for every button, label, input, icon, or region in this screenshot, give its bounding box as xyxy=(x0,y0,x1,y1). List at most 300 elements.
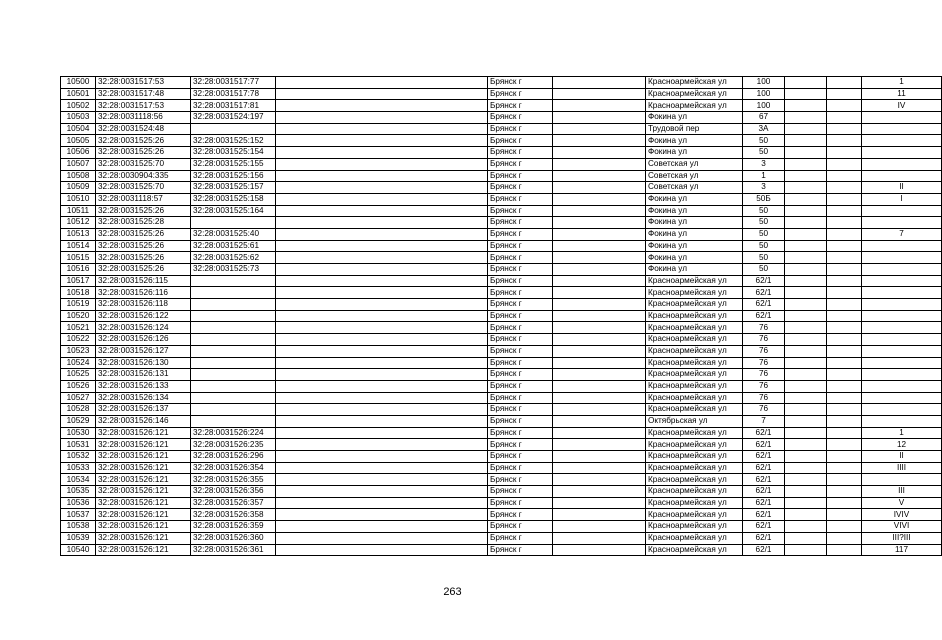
cell-blank xyxy=(553,147,646,159)
cell-cadastral-number: 32:28:0031525:26 xyxy=(96,252,191,264)
cell-object-cadastral xyxy=(191,287,276,299)
cell-blank xyxy=(827,345,862,357)
cell-object-cadastral xyxy=(191,345,276,357)
cell-house-number: 62/1 xyxy=(743,497,785,509)
cell-apartment: VIVI xyxy=(862,521,942,533)
cell-blank xyxy=(276,275,488,287)
cell-record-number: 10509 xyxy=(61,182,96,194)
cell-record-number: 10523 xyxy=(61,345,96,357)
cell-street: Красноармейская ул xyxy=(646,275,743,287)
cell-object-cadastral: 32:28:0031525:155 xyxy=(191,158,276,170)
cell-blank xyxy=(785,404,827,416)
cell-record-number: 10507 xyxy=(61,158,96,170)
cell-apartment xyxy=(862,380,942,392)
cell-blank xyxy=(553,240,646,252)
cell-cadastral-number: 32:28:0031525:26 xyxy=(96,264,191,276)
cell-city: Брянск г xyxy=(488,404,553,416)
cell-record-number: 10515 xyxy=(61,252,96,264)
registry-table xyxy=(60,76,942,556)
cell-house-number: 62/1 xyxy=(743,486,785,498)
cell-blank xyxy=(553,369,646,381)
cell-house-number: 50 xyxy=(743,240,785,252)
cell-blank xyxy=(785,509,827,521)
cell-record-number: 10540 xyxy=(61,544,96,556)
cell-house-number: 67 xyxy=(743,112,785,124)
table-row xyxy=(61,299,942,311)
cell-city: Брянск г xyxy=(488,217,553,229)
cell-city: Брянск г xyxy=(488,264,553,276)
cell-record-number: 10538 xyxy=(61,521,96,533)
cell-house-number: 62/1 xyxy=(743,462,785,474)
cell-house-number: 76 xyxy=(743,392,785,404)
cell-cadastral-number: 32:28:0031526:121 xyxy=(96,509,191,521)
cell-house-number: 50 xyxy=(743,205,785,217)
cell-blank xyxy=(827,287,862,299)
cell-blank xyxy=(827,544,862,556)
table-row xyxy=(61,521,942,533)
cell-blank xyxy=(827,77,862,89)
table-row xyxy=(61,264,942,276)
table-row xyxy=(61,310,942,322)
cell-cadastral-number: 32:28:0031526:131 xyxy=(96,369,191,381)
cell-house-number: 100 xyxy=(743,100,785,112)
cell-blank xyxy=(785,544,827,556)
cell-apartment xyxy=(862,135,942,147)
cell-cadastral-number: 32:28:0031526:133 xyxy=(96,380,191,392)
cell-blank xyxy=(553,345,646,357)
cell-blank xyxy=(276,112,488,124)
cell-record-number: 10539 xyxy=(61,532,96,544)
cell-blank xyxy=(276,474,488,486)
cell-cadastral-number: 32:28:0031526:121 xyxy=(96,427,191,439)
cell-blank xyxy=(827,182,862,194)
cell-blank xyxy=(785,275,827,287)
cell-city: Брянск г xyxy=(488,147,553,159)
cell-house-number: 62/1 xyxy=(743,474,785,486)
cell-blank xyxy=(553,497,646,509)
cell-street: Фокина ул xyxy=(646,193,743,205)
cell-cadastral-number: 32:28:0031526:130 xyxy=(96,357,191,369)
cell-apartment xyxy=(862,415,942,427)
cell-blank xyxy=(553,88,646,100)
cell-object-cadastral: 32:28:0031525:154 xyxy=(191,147,276,159)
cell-blank xyxy=(276,264,488,276)
cell-blank xyxy=(553,123,646,135)
cell-blank xyxy=(785,310,827,322)
cell-object-cadastral: 32:28:0031525:62 xyxy=(191,252,276,264)
cell-record-number: 10517 xyxy=(61,275,96,287)
cell-blank xyxy=(276,217,488,229)
table-row xyxy=(61,112,942,124)
cell-blank xyxy=(785,427,827,439)
cell-cadastral-number: 32:28:0031526:121 xyxy=(96,486,191,498)
cell-blank xyxy=(827,252,862,264)
cell-object-cadastral xyxy=(191,415,276,427)
cell-cadastral-number: 32:28:0031525:70 xyxy=(96,158,191,170)
cell-blank xyxy=(785,123,827,135)
cell-house-number: 62/1 xyxy=(743,544,785,556)
cell-record-number: 10528 xyxy=(61,404,96,416)
cell-apartment xyxy=(862,310,942,322)
cell-cadastral-number: 32:28:0031524:48 xyxy=(96,123,191,135)
cell-city: Брянск г xyxy=(488,380,553,392)
cell-house-number: 76 xyxy=(743,369,785,381)
cell-object-cadastral: 32:28:0031526:358 xyxy=(191,509,276,521)
cell-blank xyxy=(827,228,862,240)
cell-blank xyxy=(785,135,827,147)
cell-apartment xyxy=(862,112,942,124)
cell-street: Красноармейская ул xyxy=(646,486,743,498)
cell-city: Брянск г xyxy=(488,310,553,322)
cell-apartment: II xyxy=(862,182,942,194)
cell-object-cadastral: 32:28:0031517:78 xyxy=(191,88,276,100)
cell-city: Брянск г xyxy=(488,88,553,100)
cell-record-number: 10537 xyxy=(61,509,96,521)
cell-apartment: II xyxy=(862,451,942,463)
table-row xyxy=(61,427,942,439)
cell-blank xyxy=(276,252,488,264)
cell-blank xyxy=(276,88,488,100)
table-row xyxy=(61,439,942,451)
table-row xyxy=(61,135,942,147)
cell-blank xyxy=(276,509,488,521)
cell-cadastral-number: 32:28:0031525:26 xyxy=(96,228,191,240)
table-row xyxy=(61,77,942,89)
cell-blank xyxy=(785,77,827,89)
cell-record-number: 10511 xyxy=(61,205,96,217)
cell-object-cadastral xyxy=(191,322,276,334)
cell-blank xyxy=(827,532,862,544)
cell-blank xyxy=(827,427,862,439)
cell-blank xyxy=(553,322,646,334)
table-row xyxy=(61,357,942,369)
cell-city: Брянск г xyxy=(488,521,553,533)
cell-blank xyxy=(827,474,862,486)
cell-blank xyxy=(785,299,827,311)
cell-house-number: 100 xyxy=(743,77,785,89)
cell-blank xyxy=(827,217,862,229)
cell-blank xyxy=(553,357,646,369)
cell-blank xyxy=(553,275,646,287)
cell-apartment xyxy=(862,240,942,252)
cell-blank xyxy=(785,158,827,170)
cell-street: Фокина ул xyxy=(646,252,743,264)
cell-blank xyxy=(276,299,488,311)
cell-street: Трудовой пер xyxy=(646,123,743,135)
cell-blank xyxy=(276,357,488,369)
cell-record-number: 10521 xyxy=(61,322,96,334)
cell-record-number: 10500 xyxy=(61,77,96,89)
cell-city: Брянск г xyxy=(488,228,553,240)
cell-cadastral-number: 32:28:0031526:121 xyxy=(96,462,191,474)
cell-cadastral-number: 32:28:0031517:53 xyxy=(96,77,191,89)
cell-blank xyxy=(827,310,862,322)
cell-blank xyxy=(827,486,862,498)
cell-cadastral-number: 32:28:0031526:118 xyxy=(96,299,191,311)
cell-cadastral-number: 32:28:0031526:121 xyxy=(96,532,191,544)
cell-apartment xyxy=(862,252,942,264)
cell-apartment: 12 xyxy=(862,439,942,451)
cell-record-number: 10527 xyxy=(61,392,96,404)
cell-blank xyxy=(827,322,862,334)
cell-object-cadastral: 32:28:0031526:356 xyxy=(191,486,276,498)
cell-street: Красноармейская ул xyxy=(646,497,743,509)
cell-blank xyxy=(276,392,488,404)
cell-blank xyxy=(785,287,827,299)
cell-blank xyxy=(553,334,646,346)
cell-object-cadastral: 32:28:0031517:81 xyxy=(191,100,276,112)
cell-cadastral-number: 32:28:0031526:127 xyxy=(96,345,191,357)
cell-blank xyxy=(553,287,646,299)
cell-street: Красноармейская ул xyxy=(646,392,743,404)
cell-blank xyxy=(553,451,646,463)
cell-blank xyxy=(553,380,646,392)
cell-street: Красноармейская ул xyxy=(646,462,743,474)
cell-blank xyxy=(827,135,862,147)
cell-blank xyxy=(827,369,862,381)
cell-blank xyxy=(785,521,827,533)
cell-object-cadastral xyxy=(191,275,276,287)
cell-city: Брянск г xyxy=(488,369,553,381)
cell-record-number: 10533 xyxy=(61,462,96,474)
table-row xyxy=(61,147,942,159)
cell-house-number: 50 xyxy=(743,217,785,229)
cell-blank xyxy=(785,451,827,463)
table-row xyxy=(61,322,942,334)
cell-blank xyxy=(785,532,827,544)
cell-blank xyxy=(827,170,862,182)
cell-cadastral-number: 32:28:0031517:48 xyxy=(96,88,191,100)
cell-house-number: 62/1 xyxy=(743,427,785,439)
cell-cadastral-number: 32:28:0031517:53 xyxy=(96,100,191,112)
cell-city: Брянск г xyxy=(488,392,553,404)
cell-blank xyxy=(827,112,862,124)
cell-object-cadastral xyxy=(191,380,276,392)
cell-record-number: 10531 xyxy=(61,439,96,451)
cell-city: Брянск г xyxy=(488,205,553,217)
cell-apartment: IV xyxy=(862,100,942,112)
table-row xyxy=(61,240,942,252)
page-number: 263 xyxy=(443,586,462,598)
cell-blank xyxy=(276,322,488,334)
cell-cadastral-number: 32:28:0031118:57 xyxy=(96,193,191,205)
table-row xyxy=(61,217,942,229)
cell-record-number: 10535 xyxy=(61,486,96,498)
cell-street: Советская ул xyxy=(646,170,743,182)
cell-blank xyxy=(785,345,827,357)
cell-object-cadastral xyxy=(191,310,276,322)
cell-blank xyxy=(827,205,862,217)
cell-street: Красноармейская ул xyxy=(646,88,743,100)
cell-object-cadastral xyxy=(191,217,276,229)
cell-record-number: 10532 xyxy=(61,451,96,463)
cell-blank xyxy=(276,193,488,205)
cell-blank xyxy=(553,415,646,427)
cell-house-number: 50 xyxy=(743,135,785,147)
cell-apartment xyxy=(862,264,942,276)
cell-city: Брянск г xyxy=(488,135,553,147)
cell-house-number: 7 xyxy=(743,415,785,427)
cell-object-cadastral: 32:28:0031524:197 xyxy=(191,112,276,124)
cell-cadastral-number: 32:28:0031526:134 xyxy=(96,392,191,404)
cell-object-cadastral: 32:28:0031526:296 xyxy=(191,451,276,463)
cell-apartment: 1 xyxy=(862,77,942,89)
cell-object-cadastral: 32:28:0031526:359 xyxy=(191,521,276,533)
cell-cadastral-number: 32:28:0031526:124 xyxy=(96,322,191,334)
cell-street: Красноармейская ул xyxy=(646,509,743,521)
table-row xyxy=(61,392,942,404)
table-row xyxy=(61,486,942,498)
cell-apartment xyxy=(862,392,942,404)
cell-record-number: 10524 xyxy=(61,357,96,369)
cell-house-number: 50Б xyxy=(743,193,785,205)
cell-blank xyxy=(276,123,488,135)
cell-blank xyxy=(553,228,646,240)
cell-city: Брянск г xyxy=(488,252,553,264)
cell-object-cadastral: 32:28:0031526:360 xyxy=(191,532,276,544)
cell-blank xyxy=(553,182,646,194)
cell-apartment xyxy=(862,369,942,381)
cell-blank xyxy=(553,404,646,416)
table-row xyxy=(61,462,942,474)
cell-blank xyxy=(553,521,646,533)
cell-street: Красноармейская ул xyxy=(646,357,743,369)
cell-object-cadastral: 32:28:0031526:357 xyxy=(191,497,276,509)
cell-cadastral-number: 32:28:0031526:121 xyxy=(96,521,191,533)
cell-apartment xyxy=(862,147,942,159)
cell-blank xyxy=(785,205,827,217)
cell-blank xyxy=(785,217,827,229)
cell-house-number: 62/1 xyxy=(743,439,785,451)
cell-apartment: III?III xyxy=(862,532,942,544)
cell-blank xyxy=(276,427,488,439)
cell-blank xyxy=(827,380,862,392)
cell-record-number: 10510 xyxy=(61,193,96,205)
cell-street: Красноармейская ул xyxy=(646,310,743,322)
cell-cadastral-number: 32:28:0030904:335 xyxy=(96,170,191,182)
table-row xyxy=(61,287,942,299)
cell-blank xyxy=(553,205,646,217)
cell-house-number: 76 xyxy=(743,357,785,369)
cell-house-number: 62/1 xyxy=(743,275,785,287)
cell-record-number: 10530 xyxy=(61,427,96,439)
cell-street: Фокина ул xyxy=(646,228,743,240)
cell-city: Брянск г xyxy=(488,77,553,89)
cell-blank xyxy=(785,462,827,474)
cell-house-number: 1 xyxy=(743,170,785,182)
table-row xyxy=(61,380,942,392)
cell-apartment xyxy=(862,474,942,486)
cell-blank xyxy=(553,509,646,521)
cell-blank xyxy=(553,158,646,170)
cell-record-number: 10501 xyxy=(61,88,96,100)
cell-cadastral-number: 32:28:0031525:26 xyxy=(96,240,191,252)
cell-blank xyxy=(276,486,488,498)
cell-blank xyxy=(785,439,827,451)
cell-blank xyxy=(276,100,488,112)
cell-blank xyxy=(827,299,862,311)
cell-record-number: 10529 xyxy=(61,415,96,427)
cell-blank xyxy=(553,392,646,404)
cell-cadastral-number: 32:28:0031526:126 xyxy=(96,334,191,346)
cell-object-cadastral: 32:28:0031525:61 xyxy=(191,240,276,252)
cell-blank xyxy=(553,544,646,556)
cell-blank xyxy=(827,357,862,369)
cell-blank xyxy=(827,88,862,100)
cell-blank xyxy=(785,392,827,404)
cell-blank xyxy=(276,369,488,381)
cell-object-cadastral: 32:28:0031526:355 xyxy=(191,474,276,486)
cell-blank xyxy=(785,112,827,124)
cell-blank xyxy=(785,497,827,509)
cell-object-cadastral xyxy=(191,299,276,311)
cell-house-number: 3А xyxy=(743,123,785,135)
cell-blank xyxy=(276,135,488,147)
cell-street: Красноармейская ул xyxy=(646,532,743,544)
cell-object-cadastral: 32:28:0031525:164 xyxy=(191,205,276,217)
cell-house-number: 50 xyxy=(743,147,785,159)
cell-street: Красноармейская ул xyxy=(646,380,743,392)
cell-house-number: 50 xyxy=(743,264,785,276)
cell-record-number: 10508 xyxy=(61,170,96,182)
cell-city: Брянск г xyxy=(488,182,553,194)
cell-blank xyxy=(827,100,862,112)
cell-cadastral-number: 32:28:0031525:28 xyxy=(96,217,191,229)
cell-blank xyxy=(276,415,488,427)
cell-object-cadastral xyxy=(191,357,276,369)
cell-city: Брянск г xyxy=(488,439,553,451)
cell-apartment xyxy=(862,404,942,416)
cell-record-number: 10522 xyxy=(61,334,96,346)
cell-cadastral-number: 32:28:0031526:146 xyxy=(96,415,191,427)
cell-house-number: 3 xyxy=(743,182,785,194)
cell-blank xyxy=(827,521,862,533)
cell-street: Красноармейская ул xyxy=(646,334,743,346)
cell-blank xyxy=(785,334,827,346)
cell-apartment: V xyxy=(862,497,942,509)
cell-object-cadastral: 32:28:0031525:73 xyxy=(191,264,276,276)
cell-blank xyxy=(553,193,646,205)
cell-cadastral-number: 32:28:0031525:26 xyxy=(96,147,191,159)
table-row xyxy=(61,451,942,463)
cell-cadastral-number: 32:28:0031526:137 xyxy=(96,404,191,416)
cell-blank xyxy=(276,532,488,544)
cell-house-number: 3 xyxy=(743,158,785,170)
cell-record-number: 10536 xyxy=(61,497,96,509)
cell-apartment: 117 xyxy=(862,544,942,556)
cell-house-number: 76 xyxy=(743,404,785,416)
table-row xyxy=(61,415,942,427)
cell-object-cadastral: 32:28:0031525:152 xyxy=(191,135,276,147)
cell-blank xyxy=(785,380,827,392)
cell-apartment xyxy=(862,322,942,334)
cell-house-number: 76 xyxy=(743,334,785,346)
cell-object-cadastral: 32:28:0031526:361 xyxy=(191,544,276,556)
cell-blank xyxy=(553,486,646,498)
cell-record-number: 10512 xyxy=(61,217,96,229)
cell-house-number: 76 xyxy=(743,345,785,357)
cell-street: Красноармейская ул xyxy=(646,369,743,381)
cell-blank xyxy=(276,158,488,170)
cell-street: Фокина ул xyxy=(646,205,743,217)
cell-street: Фокина ул xyxy=(646,217,743,229)
cell-city: Брянск г xyxy=(488,123,553,135)
cell-blank xyxy=(785,486,827,498)
cell-object-cadastral xyxy=(191,123,276,135)
cell-apartment xyxy=(862,334,942,346)
cell-street: Красноармейская ул xyxy=(646,345,743,357)
cell-blank xyxy=(553,299,646,311)
